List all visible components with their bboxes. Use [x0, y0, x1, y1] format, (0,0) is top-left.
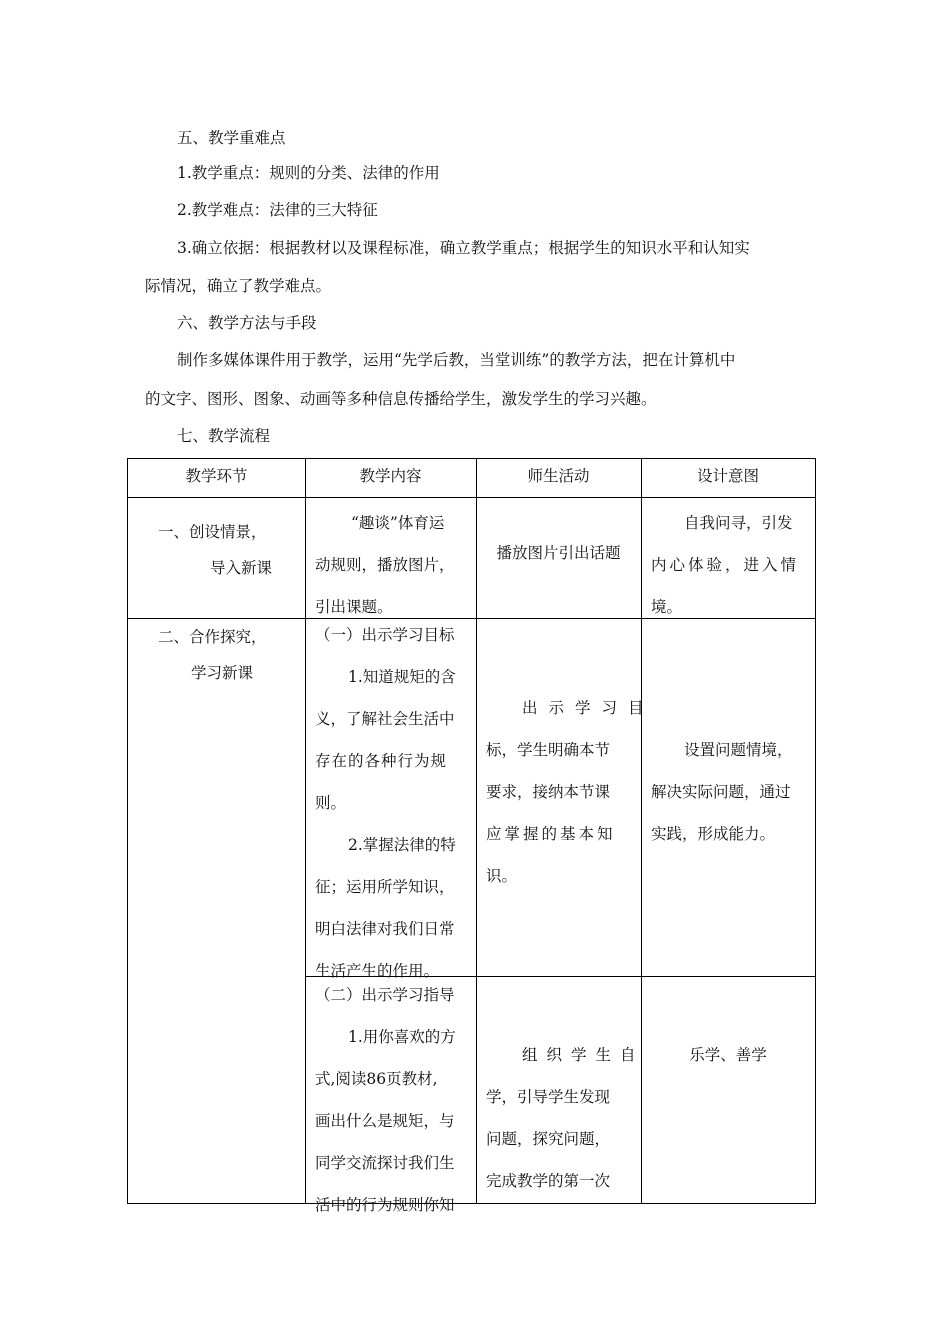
table-rule — [305, 459, 306, 1204]
row2-content-guidance: （二）出示学习指导 1.用你喜欢的方 式,阅读86页教材, 画出什么是规矩，与 同学交流探讨我们生 活中的行为规则你知 — [315, 986, 456, 1214]
header-stage: 教学环节 — [185, 467, 248, 485]
row2-intent-guidance: 乐学、善学 — [689, 1046, 767, 1064]
row1-content: “趣谈”体育运 动规则，播放图片， 引出课题。 — [315, 514, 455, 616]
row2-content-goals: （一）出示学习目标 1.知道规矩的含 义，了解社会生活中 存在的各种行为规 则。 2.掌握法律的特 征；运用所学知识， 明白法律对我们日常 生活产生的作用。 — [315, 626, 456, 980]
section-heading-5: 五、教学重难点 — [177, 129, 286, 147]
section-heading-6: 六、教学方法与手段 — [177, 314, 317, 332]
row2-intent-goals: 设置问题情境， 解决实际问题，通过 实践，形成能力。 — [651, 741, 793, 843]
row2-activity-goals: 出示学习目 标，学生明确本节 要求，接纳本节课 应掌握的基本知 识。 — [486, 699, 655, 885]
table-rule — [128, 497, 816, 498]
header-intent: 设计意图 — [696, 467, 759, 485]
paragraph-basis-line1: 3.确立依据：根据教材以及课程标准，确立教学重点；根据学生的知识水平和认知实 — [177, 239, 750, 257]
header-activity: 师生活动 — [527, 467, 590, 485]
table-rule — [815, 459, 816, 1204]
row1-activity: 播放图片引出话题 — [496, 544, 621, 562]
paragraph-method-line2: 的文字、图形、图象、动画等多种信息传播给学生，激发学生的学习兴趣。 — [145, 390, 657, 408]
table-rule — [128, 1203, 816, 1204]
row1-stage: 一、创设情景， 导入新课 — [158, 523, 273, 577]
paragraph-difficult-point: 2.教学难点：法律的三大特征 — [177, 201, 378, 219]
row1-intent: 自我问寻，引发 内心体验，进入情 境。 — [651, 514, 800, 616]
paragraph-key-point: 1.教学重点：规则的分类、法律的作用 — [177, 164, 440, 182]
paragraph-basis-line2: 际情况，确立了教学难点。 — [145, 277, 332, 295]
paragraph-method-line1: 制作多媒体课件用于教学，运用“先学后教，当堂训练”的教学方法，把在计算机中 — [177, 351, 736, 369]
section-heading-7: 七、教学流程 — [177, 427, 271, 445]
row2-activity-guidance: 组织学生自 学，引导学生发现 问题，探究问题， 完成教学的第一次 — [486, 1046, 645, 1190]
teaching-flow-table — [127, 458, 816, 1214]
header-content: 教学内容 — [359, 467, 422, 485]
row2-stage: 二、合作探究， 学习新课 — [158, 628, 267, 682]
